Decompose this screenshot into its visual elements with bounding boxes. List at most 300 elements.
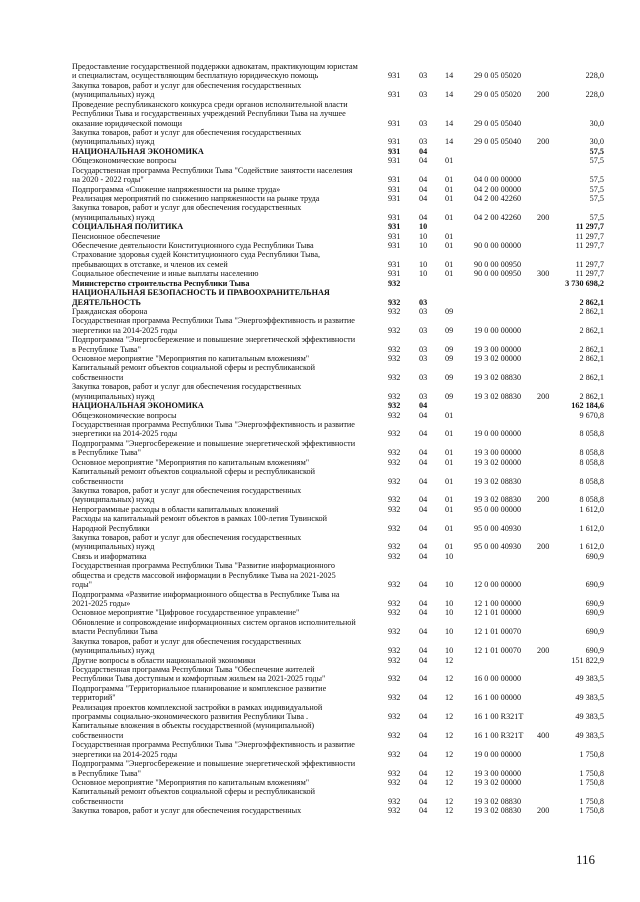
row-amount: 49 383,5 (575, 730, 604, 740)
row-name: Подпрограмма «Развитие информационного общества в Республике Тыва на (72, 589, 340, 599)
table-row (0, 505, 640, 515)
row-name: на 2020 - 2022 годы" (72, 175, 144, 184)
row-section-code: 04 (419, 646, 428, 655)
row-name: Закупка товаров, работ и услуг для обеспечения государственных (72, 636, 302, 646)
row-subsection-code: 10 (445, 580, 454, 590)
row-section-code: 04 (419, 580, 428, 590)
row-name: Капитальные вложения в объекты государственной (муниципальной) (72, 721, 315, 731)
row-amount: 57,5 (589, 175, 604, 184)
row-name: Реализация проектов комплексной застройки в рамках индивидуальной (72, 702, 323, 712)
row-target-article-code: 90 0 00 00000 (474, 241, 522, 250)
row-amount: 690,9 (585, 551, 604, 561)
row-subsection-code: 01 (445, 184, 454, 194)
row-subsection-code: 01 (445, 193, 454, 203)
row-section-code: 03 (419, 90, 428, 100)
row-target-article-code: 19 3 02 00000 (474, 354, 522, 363)
row-amount: 228,0 (585, 90, 604, 100)
row-ved-code: 932 (388, 457, 401, 467)
row-section-code: 04 (419, 777, 428, 787)
row-subsection-code: 14 (445, 90, 454, 100)
row-name: Закупка товаров, работ и услуг для обеспечения государственных (72, 382, 302, 392)
row-amount: 57,5 (589, 156, 604, 166)
row-amount: 57,5 (589, 184, 604, 194)
row-name: в Республике Тыва" (72, 768, 141, 778)
table-row (0, 552, 640, 562)
row-target-article-code: 19 3 02 00000 (474, 777, 522, 787)
row-amount: 1 750,8 (579, 806, 604, 816)
row-subsection-code: 12 (445, 796, 454, 806)
row-amount: 690,9 (585, 598, 604, 608)
row-subsection-code: 01 (445, 504, 454, 514)
row-target-article-code: 12 1 01 00070 (474, 627, 522, 637)
row-ved-code: 932 (388, 523, 401, 533)
row-name: территорий" (72, 693, 116, 703)
row-expense-type-code: 200 (537, 495, 550, 505)
row-subsection-code: 10 (445, 551, 454, 561)
row-section-code: 04 (419, 551, 428, 561)
row-name: собственности (72, 796, 124, 806)
row-target-article-code: 19 0 00 00000 (474, 429, 522, 439)
row-name: Связь и информатика (72, 551, 147, 561)
row-ved-code: 932 (388, 429, 401, 439)
row-target-article-code: 29 0 05 05020 (474, 90, 522, 100)
row-name: Республики Тыва доступным и комфортным жильем на 2021-2025 годы" (72, 674, 326, 684)
row-ved-code: 931 (388, 241, 401, 250)
row-name: Подпрограмма "Территориальное планирование и комплексное развитие (72, 683, 327, 693)
table-row (0, 806, 640, 816)
row-amount: 1 612,0 (579, 504, 604, 514)
row-name: (муниципальных) нужд (72, 212, 155, 222)
row-name: энергетики на 2014-2025 годы (72, 429, 178, 439)
row-target-article-code: 04 2 00 42260 (474, 212, 522, 222)
row-target-article-code: 19 3 02 00000 (474, 457, 522, 467)
row-name: Подпрограмма "Энергосбережение и повышение энергетической эффективности (72, 335, 356, 345)
row-ved-code: 931 (388, 222, 401, 232)
row-target-article-code: 12 0 00 00000 (474, 580, 522, 590)
row-ved-code: 932 (388, 768, 401, 778)
row-target-article-code: 95 0 00 40930 (474, 542, 522, 552)
row-section-code: 04 (419, 627, 428, 637)
row-ved-code: 931 (388, 184, 401, 194)
row-name: Основное мероприятие "Мероприятия по капитальным вложениям" (72, 457, 310, 467)
table-row (0, 740, 640, 750)
row-ved-code: 932 (388, 372, 401, 382)
row-ved-code: 931 (388, 212, 401, 222)
row-target-article-code: 19 3 02 08830 (474, 372, 522, 382)
row-expense-type-code: 200 (537, 391, 550, 401)
row-name: в Республике Тыва" (72, 448, 141, 458)
row-subsection-code: 01 (445, 156, 454, 166)
table-row (0, 693, 640, 703)
row-ved-code: 932 (388, 693, 401, 703)
row-target-article-code: 16 1 00 R321T (474, 730, 524, 740)
row-amount: 2 862,1 (579, 372, 604, 382)
row-amount: 8 058,8 (579, 429, 604, 439)
row-target-article-code: 95 0 00 40930 (474, 523, 522, 533)
row-name: (муниципальных) нужд (72, 646, 155, 655)
row-name: Министерство строительства Республики Тыва (72, 278, 250, 288)
row-subsection-code: 10 (445, 598, 454, 608)
table-row (0, 81, 640, 91)
table-row (0, 646, 640, 656)
row-target-article-code: 19 3 02 08830 (474, 796, 522, 806)
row-name: 2021-2025 годы» (72, 598, 131, 608)
row-subsection-code: 01 (445, 259, 454, 269)
row-name: программы социально-экономического развития Республики Тыва . (72, 712, 309, 721)
row-section-code: 03 (419, 71, 428, 81)
row-name: НАЦИОНАЛЬНАЯ ЭКОНОМИКА (72, 146, 204, 156)
row-ved-code: 931 (388, 146, 401, 156)
row-amount: 2 862,1 (579, 306, 604, 316)
row-section-code: 10 (419, 241, 428, 250)
row-name: Капитальный ремонт объектов социальной сферы и республиканской (72, 363, 316, 373)
row-target-article-code: 19 3 00 00000 (474, 448, 522, 458)
row-subsection-code: 10 (445, 646, 454, 655)
table-row (0, 411, 640, 421)
row-subsection-code: 14 (445, 71, 454, 81)
row-section-code: 04 (419, 495, 428, 505)
row-amount: 3 730 698,2 (565, 278, 604, 288)
row-target-article-code: 29 0 05 05040 (474, 118, 522, 128)
row-section-code: 04 (419, 429, 428, 439)
row-section-code: 03 (419, 297, 428, 307)
row-name: энергетики на 2014-2025 годы (72, 325, 178, 335)
row-name: Капитальный ремонт объектов социальной сферы и республиканской (72, 787, 316, 797)
row-name: Республики Тыва и государственных учреждений Республики Тыва на лучшее (72, 109, 346, 119)
row-subsection-code: 01 (445, 175, 454, 184)
row-name: Пенсионное обеспечение (72, 231, 161, 241)
row-name: НАЦИОНАЛЬНАЯ ЭКОНОМИКА (72, 401, 204, 411)
row-subsection-code: 09 (445, 372, 454, 382)
row-section-code: 03 (419, 118, 428, 128)
row-amount: 1 612,0 (579, 542, 604, 552)
row-amount: 8 058,8 (579, 448, 604, 458)
row-section-code: 10 (419, 269, 428, 279)
row-section-code: 04 (419, 457, 428, 467)
row-target-article-code: 12 1 01 00070 (474, 646, 522, 655)
row-subsection-code: 12 (445, 712, 454, 721)
row-amount: 30,0 (589, 137, 604, 147)
row-section-code: 04 (419, 598, 428, 608)
table-row (0, 458, 640, 468)
table-row (0, 269, 640, 279)
row-amount: 151 822,9 (571, 655, 604, 665)
row-ved-code: 931 (388, 156, 401, 166)
row-target-article-code: 04 0 00 00000 (474, 175, 522, 184)
row-amount: 11 297,7 (575, 222, 604, 232)
row-expense-type-code: 200 (537, 137, 550, 147)
row-ved-code: 932 (388, 344, 401, 354)
row-ved-code: 932 (388, 674, 401, 684)
row-amount: 1 612,0 (579, 523, 604, 533)
row-target-article-code: 19 3 02 08830 (474, 806, 522, 816)
row-section-code: 04 (419, 401, 428, 411)
row-ved-code: 932 (388, 476, 401, 486)
row-expense-type-code: 200 (537, 542, 550, 552)
row-name: Закупка товаров, работ и услуг для обеспечения государственных (72, 533, 302, 542)
row-ved-code: 931 (388, 90, 401, 100)
row-subsection-code: 01 (445, 241, 454, 250)
table-row (0, 222, 640, 232)
row-subsection-code: 10 (445, 608, 454, 618)
row-name: Государственная программа Республики Тыва "Энергоэффективность и развитие (72, 420, 355, 429)
row-subsection-code: 09 (445, 391, 454, 401)
row-subsection-code: 01 (445, 429, 454, 439)
row-section-code: 04 (419, 146, 428, 156)
row-name: Другие вопросы в области национальной экономики (72, 655, 256, 665)
row-expense-type-code: 200 (537, 806, 550, 816)
row-subsection-code: 12 (445, 768, 454, 778)
row-subsection-code: 09 (445, 306, 454, 316)
row-name: Расходы на капитальный ремонт объектов в рамках 100-летия Тувинской (72, 514, 328, 524)
row-amount: 1 750,8 (579, 777, 604, 787)
row-subsection-code: 01 (445, 269, 454, 279)
row-name: Государственная программа Республики Тыва "Развитие информационного (72, 561, 335, 571)
row-section-code: 04 (419, 448, 428, 458)
row-section-code: 04 (419, 504, 428, 514)
row-amount: 8 058,8 (579, 476, 604, 486)
row-ved-code: 932 (388, 401, 401, 411)
row-ved-code: 931 (388, 137, 401, 147)
row-name: в Республике Тыва" (72, 344, 141, 354)
row-ved-code: 931 (388, 231, 401, 241)
row-name: Гражданская оборона (72, 306, 148, 316)
row-name: Подпрограмма «Снижение напряженности на рынке труда» (72, 184, 281, 194)
row-ved-code: 932 (388, 646, 401, 655)
row-ved-code: 932 (388, 551, 401, 561)
row-section-code: 03 (419, 344, 428, 354)
row-ved-code: 932 (388, 410, 401, 420)
row-target-article-code: 90 0 00 00950 (474, 259, 522, 269)
row-section-code: 10 (419, 231, 428, 241)
row-name: Государственная программа Республики Тыва "Обеспечение жителей (72, 664, 315, 674)
row-name: Страхование здоровья судей Конституционного суда Республики Тыва, (72, 250, 321, 260)
row-name: собственности (72, 476, 124, 486)
row-ved-code: 932 (388, 448, 401, 458)
row-target-article-code: 12 1 01 00000 (474, 608, 522, 618)
row-subsection-code: 01 (445, 448, 454, 458)
row-amount: 30,0 (589, 118, 604, 128)
row-amount: 690,9 (585, 580, 604, 590)
row-subsection-code: 09 (445, 354, 454, 363)
row-amount: 2 862,1 (579, 344, 604, 354)
row-ved-code: 932 (388, 297, 401, 307)
row-section-code: 03 (419, 306, 428, 316)
row-section-code: 04 (419, 184, 428, 194)
row-subsection-code: 10 (445, 627, 454, 637)
row-amount: 8 058,8 (579, 495, 604, 505)
row-expense-type-code: 200 (537, 212, 550, 222)
row-target-article-code: 04 2 00 42260 (474, 193, 522, 203)
row-name: Народной Республики (72, 523, 150, 533)
row-section-code: 04 (419, 175, 428, 184)
row-ved-code: 932 (388, 504, 401, 514)
row-amount: 2 862,1 (579, 325, 604, 335)
row-section-code: 03 (419, 325, 428, 335)
row-ved-code: 931 (388, 175, 401, 184)
row-name: власти Республики Тыва (72, 627, 158, 637)
row-subsection-code: 01 (445, 523, 454, 533)
row-target-article-code: 95 0 00 00000 (474, 504, 522, 514)
row-amount: 9 670,8 (579, 410, 604, 420)
row-amount: 11 297,7 (575, 269, 604, 279)
row-name: Закупка товаров, работ и услуг для обеспечения государственных (72, 80, 302, 90)
row-subsection-code: 12 (445, 749, 454, 759)
row-name: пребывающих в отставке, и членов их семей (72, 259, 228, 269)
row-ved-code: 932 (388, 749, 401, 759)
row-target-article-code: 19 3 02 08830 (474, 476, 522, 486)
row-amount: 690,9 (585, 646, 604, 655)
row-section-code: 04 (419, 674, 428, 684)
row-target-article-code: 12 1 00 00000 (474, 598, 522, 608)
row-name: Закупка товаров, работ и услуг для обеспечения государственных (72, 127, 302, 137)
row-subsection-code: 01 (445, 457, 454, 467)
row-ved-code: 931 (388, 71, 401, 81)
row-ved-code: 932 (388, 655, 401, 665)
row-name: (муниципальных) нужд (72, 137, 155, 147)
row-target-article-code: 29 0 05 05020 (474, 71, 522, 81)
row-name: Общеэкономические вопросы (72, 156, 177, 166)
row-name: оказание юридической помощи (72, 118, 182, 128)
row-section-code: 04 (419, 655, 428, 665)
row-name: собственности (72, 730, 124, 740)
row-subsection-code: 12 (445, 655, 454, 665)
row-expense-type-code: 300 (537, 269, 550, 279)
row-subsection-code: 12 (445, 693, 454, 703)
row-subsection-code: 01 (445, 495, 454, 505)
row-section-code: 04 (419, 193, 428, 203)
row-target-article-code: 19 3 02 08830 (474, 495, 522, 505)
row-name: Основное мероприятие "Мероприятия по капитальным вложениям" (72, 354, 310, 363)
row-target-article-code: 29 0 05 05040 (474, 137, 522, 147)
row-amount: 57,5 (589, 146, 604, 156)
row-amount: 49 383,5 (575, 693, 604, 703)
row-subsection-code: 12 (445, 777, 454, 787)
row-amount: 690,9 (585, 608, 604, 618)
row-section-code: 04 (419, 768, 428, 778)
row-section-code: 03 (419, 354, 428, 363)
row-amount: 11 297,7 (575, 259, 604, 269)
row-ved-code: 932 (388, 806, 401, 816)
row-ved-code: 932 (388, 325, 401, 335)
row-target-article-code: 19 0 00 00000 (474, 749, 522, 759)
row-expense-type-code: 200 (537, 646, 550, 655)
row-target-article-code: 16 1 00 R321T (474, 712, 524, 721)
row-ved-code: 931 (388, 259, 401, 269)
row-ved-code: 932 (388, 777, 401, 787)
row-ved-code: 932 (388, 730, 401, 740)
row-name: Обновление и сопровождение информационных систем органов исполнительной (72, 617, 356, 627)
row-section-code: 04 (419, 476, 428, 486)
row-subsection-code: 01 (445, 410, 454, 420)
row-ved-code: 931 (388, 193, 401, 203)
row-amount: 690,9 (585, 627, 604, 637)
row-ved-code: 932 (388, 391, 401, 401)
row-name: энергетики на 2014-2025 годы (72, 749, 178, 759)
row-subsection-code: 14 (445, 137, 454, 147)
row-ved-code: 932 (388, 278, 401, 288)
row-name: (муниципальных) нужд (72, 542, 155, 552)
row-section-code: 10 (419, 222, 428, 232)
row-ved-code: 932 (388, 542, 401, 552)
row-subsection-code: 09 (445, 344, 454, 354)
row-ved-code: 932 (388, 598, 401, 608)
row-name: Капитальный ремонт объектов социальной сферы и республиканской (72, 467, 316, 477)
row-target-article-code: 19 3 02 08830 (474, 391, 522, 401)
row-ved-code: 932 (388, 627, 401, 637)
row-amount: 2 862,1 (579, 354, 604, 363)
row-name: Социальное обеспечение и иные выплаты населению (72, 269, 259, 279)
row-amount: 49 383,5 (575, 712, 604, 721)
row-name: Государственная программа Республики Тыва "Энергоэффективность и развитие (72, 740, 355, 750)
table-row (0, 363, 640, 373)
row-ved-code: 932 (388, 580, 401, 590)
row-section-code: 04 (419, 523, 428, 533)
row-subsection-code: 12 (445, 674, 454, 684)
row-subsection-code: 01 (445, 542, 454, 552)
row-section-code: 10 (419, 259, 428, 269)
row-name: годы" (72, 580, 93, 590)
row-name: (муниципальных) нужд (72, 495, 155, 505)
row-name: Обеспечение деятельности Конституционного суда Республики Тыва (72, 241, 314, 250)
row-section-code: 04 (419, 156, 428, 166)
table-row (0, 316, 640, 326)
row-name: Подпрограмма "Энергосбережение и повышение энергетической эффективности (72, 438, 356, 448)
row-subsection-code: 01 (445, 212, 454, 222)
row-amount: 1 750,8 (579, 796, 604, 806)
row-name: Закупка товаров, работ и услуг для обеспечения государственных (72, 485, 302, 495)
row-name: Государственная программа Республики Тыва "Содействие занятости населения (72, 165, 353, 175)
row-section-code: 04 (419, 796, 428, 806)
row-section-code: 04 (419, 730, 428, 740)
row-ved-code: 932 (388, 796, 401, 806)
row-amount: 57,5 (589, 212, 604, 222)
row-name: Подпрограмма "Энергосбережение и повышение энергетической эффективности (72, 759, 356, 769)
table-row (0, 787, 640, 797)
row-name: Предоставление государственной поддержки адвокатам, практикующим юристам (72, 62, 358, 71)
row-name: ДЕЯТЕЛЬНОСТЬ (72, 297, 141, 307)
row-subsection-code: 01 (445, 231, 454, 241)
page-number: 116 (576, 852, 596, 867)
row-amount: 8 058,8 (579, 457, 604, 467)
row-section-code: 03 (419, 391, 428, 401)
row-name: Государственная программа Республики Тыва "Энергоэффективность и развитие (72, 316, 355, 326)
row-amount: 57,5 (589, 193, 604, 203)
row-section-code: 03 (419, 372, 428, 382)
row-section-code: 04 (419, 608, 428, 618)
row-amount: 228,0 (585, 71, 604, 81)
row-name: СОЦИАЛЬНАЯ ПОЛИТИКА (72, 222, 184, 232)
row-name: Закупка товаров, работ и услуг для обеспечения государственных (72, 806, 302, 816)
row-ved-code: 931 (388, 269, 401, 279)
row-name: Закупка товаров, работ и услуг для обеспечения государственных (72, 203, 302, 213)
row-ved-code: 932 (388, 354, 401, 363)
row-amount: 11 297,7 (575, 241, 604, 250)
row-target-article-code: 90 0 00 00950 (474, 269, 522, 279)
row-target-article-code: 04 2 00 00000 (474, 184, 522, 194)
row-target-article-code: 16 1 00 00000 (474, 693, 522, 703)
row-name: Основное мероприятие "Цифровое государственное управление" (72, 608, 300, 618)
table-row (0, 128, 640, 138)
row-ved-code: 931 (388, 118, 401, 128)
row-section-code: 04 (419, 693, 428, 703)
table-row (0, 175, 640, 185)
row-subsection-code: 14 (445, 118, 454, 128)
row-expense-type-code: 400 (537, 730, 550, 740)
row-amount: 11 297,7 (575, 231, 604, 241)
row-name: собственности (72, 372, 124, 382)
row-name: общества и средств массовой информации в Республике Тыва на 2021-2025 (72, 570, 336, 580)
